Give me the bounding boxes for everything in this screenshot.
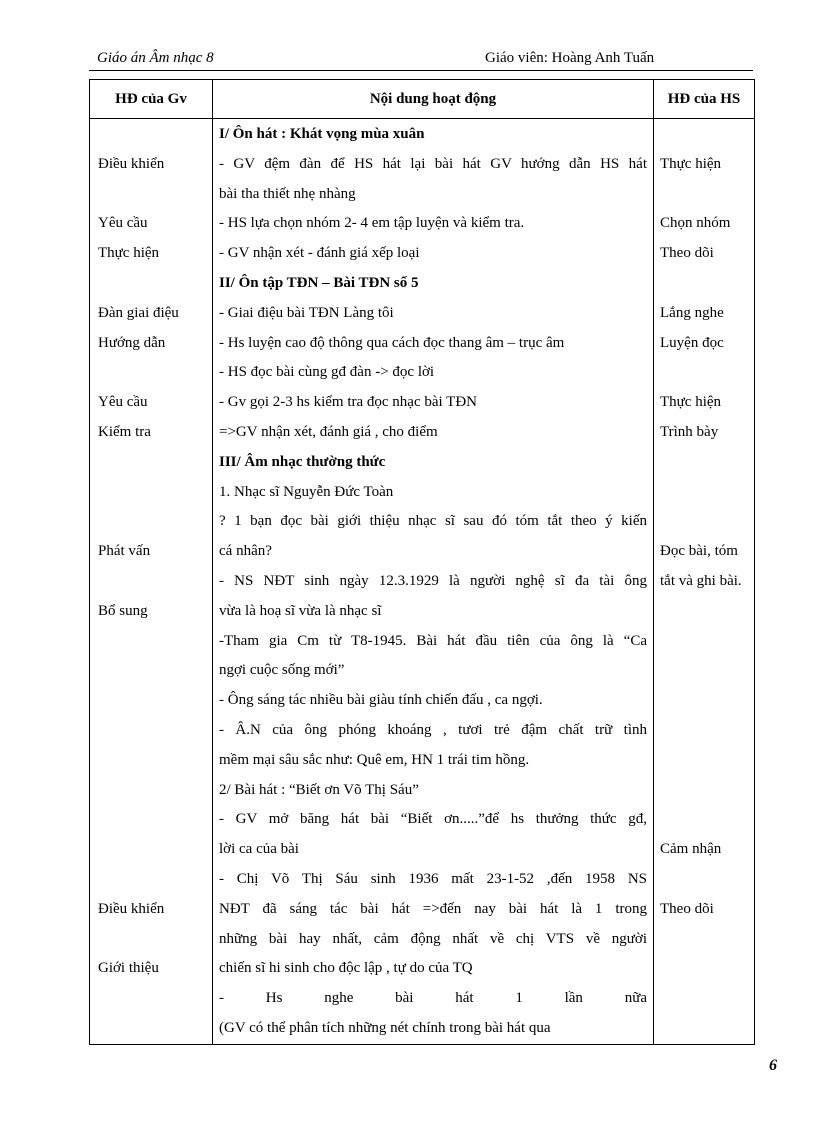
content-line: II/ Ôn tập TĐN – Bài TĐN số 5 xyxy=(219,275,419,291)
content-line: - GV nhận xét - đánh giá xếp loại xyxy=(219,245,420,262)
teacher-activity-line: Yêu cầu xyxy=(98,394,148,411)
teacher-activity-line: Điều khiển xyxy=(98,900,165,917)
content-line: - Ông sáng tác nhiều bài giàu tính chiến đấu , ca ngợi. xyxy=(219,692,543,709)
student-activity-line: Theo dõi xyxy=(660,900,714,917)
student-activity-line: Trình bày xyxy=(660,424,719,440)
content-line: - HS lựa chọn nhóm 2- 4 em tập luyện và kiểm tra. xyxy=(219,215,525,232)
teacher-activity-line: Giới thiệu xyxy=(98,960,159,977)
header-student-activity: HĐ của HS xyxy=(654,80,755,119)
student-activity-line: Thực hiện xyxy=(660,394,722,411)
content-line: - Giai điệu bài TĐN Làng tôi xyxy=(219,304,394,321)
content-line: -Tham gia Cm từ T8-1945. Bài hát đầu tiên của ông là “Ca xyxy=(219,632,647,649)
content-line: 1. Nhạc sĩ Nguyễn Đức Toàn xyxy=(219,483,394,500)
content-line: vừa là hoạ sĩ vừa là nhạc sĩ xyxy=(219,602,382,619)
student-activity-line: Chọn nhóm xyxy=(660,215,731,232)
content-line: những bài hay nhất, cảm động nhất về chị VTS về người xyxy=(219,930,647,947)
content-line: III/ Âm nhạc thường thức xyxy=(219,453,386,470)
student-activity-line: Thực hiện xyxy=(660,155,722,172)
page-number: 6 xyxy=(769,1057,777,1074)
content-line: - Hs nghe bài hát 1 lần nữa xyxy=(219,990,647,1007)
header-content: Nội dung hoạt động xyxy=(213,80,654,119)
student-activity-line: tắt và ghi bài. xyxy=(660,573,742,589)
teacher-activity-line: Điều khiển xyxy=(98,155,165,172)
header-teacher-activity: HĐ của Gv xyxy=(90,80,213,119)
content-line: - HS đọc bài cùng gđ đàn -> đọc lời xyxy=(219,364,435,381)
student-activity-line: Cảm nhận xyxy=(660,841,722,858)
teacher-activity-line: Kiểm tra xyxy=(98,424,151,440)
content-line: - GV mở băng hát bài “Biết ơn.....”để hs thưởng thức gđ, xyxy=(219,811,647,828)
content-line: I/ Ôn hát : Khát vọng mùa xuân xyxy=(219,126,425,142)
content-line: - GV đệm đàn để HS hát lại bài hát GV hướng dẫn HS hát xyxy=(219,155,647,172)
content-line: - Chị Võ Thị Sáu sinh 1936 mất 23-1-52 ,đến 1958 NS xyxy=(219,871,647,887)
teacher-activity-line: Thực hiện xyxy=(98,245,160,262)
student-activity-line: Luyện đọc xyxy=(660,334,724,351)
content-line: =>GV nhận xét, đánh giá , cho điểm xyxy=(219,424,438,440)
student-activity-column xyxy=(654,119,755,1045)
content-line: lời ca của bài xyxy=(219,841,299,858)
content-line: chiến sĩ hi sinh cho độc lập , tự do của TQ xyxy=(219,960,473,977)
content-line: - Â.N của ông phóng khoáng , tươi trẻ đậm chất trữ tình xyxy=(219,722,647,738)
content-line: mềm mại sâu sắc như: Quê em, HN 1 trái tim hồng. xyxy=(219,751,530,768)
page-header xyxy=(89,48,753,71)
content-line: ? 1 bạn đọc bài giới thiệu nhạc sĩ sau đó tóm tắt theo ý kiến xyxy=(219,513,647,530)
content-line: - NS NĐT sinh ngày 12.3.1929 là người nghệ sĩ đa tài ông xyxy=(219,573,647,589)
teacher-activity-line: Yêu cầu xyxy=(98,215,148,232)
content-line: (GV có thể phân tích những nét chính trong bài hát qua xyxy=(219,1020,551,1036)
content-line: 2/ Bài hát : “Biết ơn Võ Thị Sáu” xyxy=(219,781,419,798)
student-activity-line: Lắng nghe xyxy=(660,304,724,321)
table-header-row xyxy=(90,80,755,119)
content-line: NĐT đã sáng tác bài hát =>đến nay bài hát là 1 trong xyxy=(219,900,647,917)
content-line: bài tha thiết nhẹ nhàng xyxy=(219,185,356,202)
student-activity-line: Đọc bài, tóm xyxy=(660,543,738,560)
lesson-plan-table xyxy=(89,79,755,1045)
content-line: - Gv gọi 2-3 hs kiểm tra đọc nhạc bài TĐN xyxy=(219,394,477,411)
teacher-activity-line: Bổ sung xyxy=(98,602,148,619)
teacher-activity-line: Đàn giai điệu xyxy=(98,304,179,321)
teacher-name: Giáo viên: Hoàng Anh Tuấn xyxy=(485,50,655,66)
student-activity-line: Theo dõi xyxy=(660,245,714,262)
document-title: Giáo án Âm nhạc 8 xyxy=(97,50,214,66)
content-line: - Hs luyện cao độ thông qua cách đọc thang âm – trục âm xyxy=(219,334,565,351)
table-body-row xyxy=(90,119,755,1045)
content-line: cá nhân? xyxy=(219,543,272,560)
teacher-activity-line: Hướng dẫn xyxy=(98,334,166,351)
teacher-activity-column xyxy=(90,119,213,1045)
teacher-activity-line: Phát vấn xyxy=(98,543,151,560)
content-line: ngợi cuộc sống mới” xyxy=(219,662,345,679)
content-column xyxy=(213,119,654,1045)
